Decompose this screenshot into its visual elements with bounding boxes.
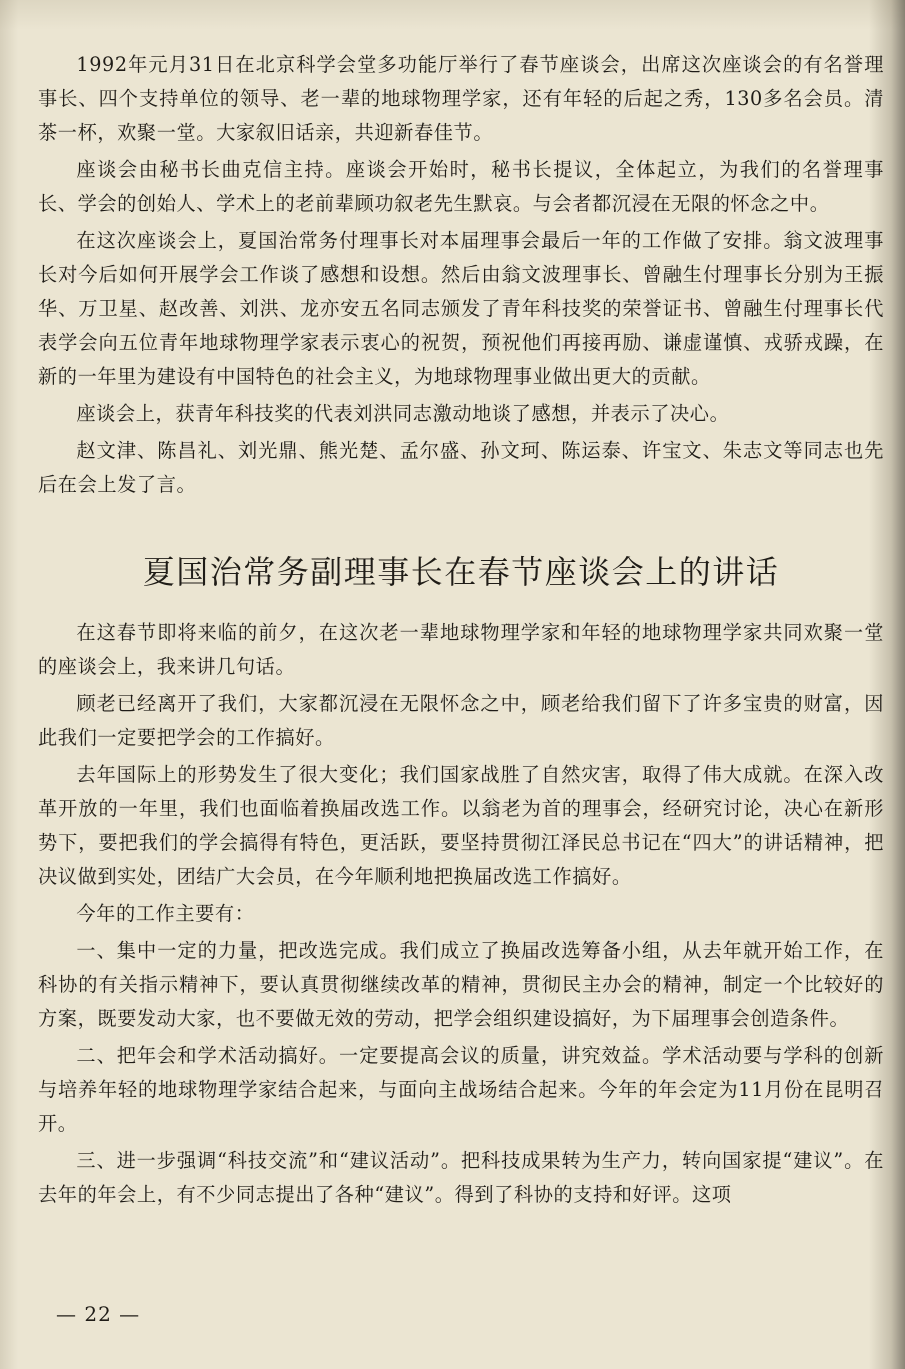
paragraph: 今年的工作主要有： [76,902,255,925]
paragraph: 1992年元月31日在北京科学会堂多功能厅举行了春节座谈会，出席这次座谈会的有名誉理事长、四个支持单位的领导、老一辈的地球物理学家，还有年轻的后起之秀，130多名会员。清茶一杯，欢聚一堂。大家叙旧话亲，共迎新春佳节。 [38,53,884,144]
paragraph: 在这次座谈会上，夏国治常务付理事长对本届理事会最后一年的工作做了安排。翁文波理事长对今后如何开展学会工作谈了感想和设想。然后由翁文波理事长、曾融生付理事长分别为王振华、万卫星、赵改善、刘洪、龙亦安五名同志颁发了青年科技奖的荣誉证书、曾融生付理事长代表学会向五位青年地球物理学家表示衷心的祝贺，预祝他们再接再励、谦虚谨慎、戎骄戎躁，在新的一年里为建设有中国特色的社会主义，为地球物理事业做出更大的贡献。 [38,229,884,388]
paragraph: 座谈会由秘书长曲克信主持。座谈会开始时，秘书长提议，全体起立，为我们的名誉理事长、学会的创始人、学术上的老前辈顾功叙老先生默哀。与会者都沉浸在无限的怀念之中。 [38,158,884,215]
paragraph: 三、进一步强调“科技交流”和“建议活动”。把科技成果转为生产力，转向国家提“建议”。在去年的年会上，有不少同志提出了各种“建议”。得到了科协的支持和好评。这项 [38,1149,884,1206]
article-title: 夏国治常务副理事长在春节座谈会上的讲话 [142,553,780,591]
article-speech [38,550,884,1212]
paragraph: 一、集中一定的力量，把改选完成。我们成立了换届改选筹备小组，从去年就开始工作，在科协的有关指示精神下，要认真贯彻继续改革的精神，贯彻民主办会的精神，制定一个比较好的方案，既要发动大家，也不要做无效的劳动，把学会组织建设搞好，为下届理事会创造条件。 [38,939,884,1030]
page-number: — 22 — [56,1302,141,1326]
article-spring-forum-report [38,48,884,502]
paragraph: 赵文津、陈昌礼、刘光鼎、熊光楚、孟尔盛、孙文珂、陈运泰、许宝文、朱志文等同志也先后在会上发了言。 [38,439,884,496]
page-content [38,48,884,1215]
paragraph: 顾老已经离开了我们，大家都沉浸在无限怀念之中，顾老给我们留下了许多宝贵的财富，因此我们一定要把学会的工作搞好。 [38,692,884,749]
paragraph: 在这春节即将来临的前夕，在这次老一辈地球物理学家和年轻的地球物理学家共同欢聚一堂的座谈会上，我来讲几句话。 [38,621,884,678]
paragraph: 座谈会上，获青年科技奖的代表刘洪同志激动地谈了感想，并表示了决心。 [76,402,730,425]
paragraph: 去年国际上的形势发生了很大变化；我们国家战胜了自然灾害，取得了伟大成就。在深入改革开放的一年里，我们也面临着换届改选工作。以翁老为首的理事会，经研究讨论，决心在新形势下，要把我们的学会搞得有特色，更活跃，要坚持贯彻江泽民总书记在“四大”的讲话精神，把决议做到实处，团结广大会员，在今年顺利地把换届改选工作搞好。 [38,763,884,888]
paragraph: 二、把年会和学术活动搞好。一定要提高会议的质量，讲究效益。学术活动要与学科的创新与培养年轻的地球物理学家结合起来，与面向主战场结合起来。今年的年会定为11月份在昆明召开。 [38,1044,884,1135]
